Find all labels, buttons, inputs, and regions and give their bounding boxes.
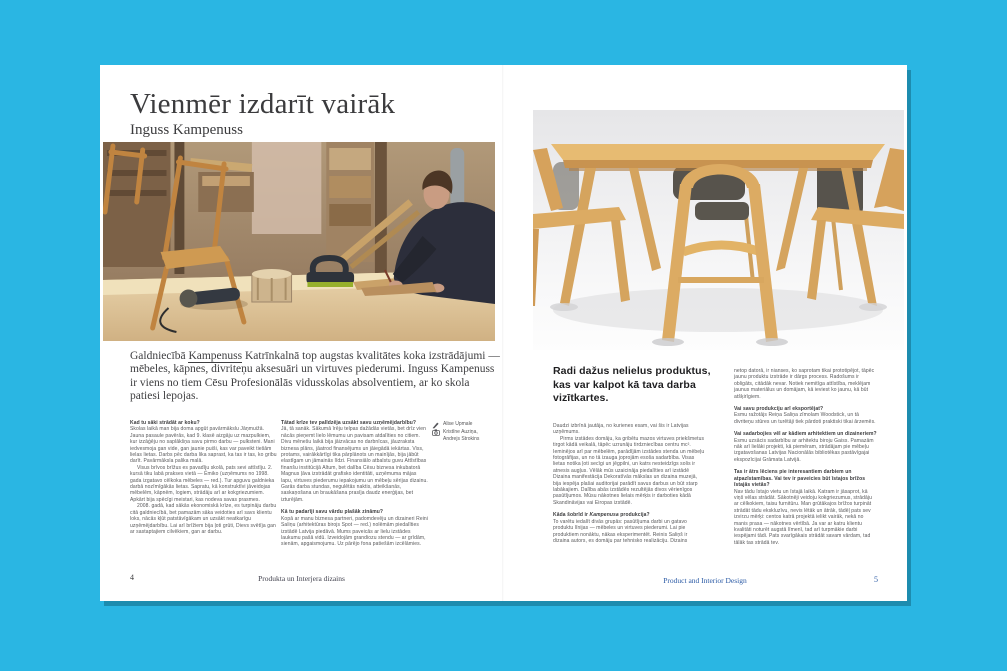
furniture-photo-illustration bbox=[533, 110, 904, 350]
left-body-column-2 bbox=[281, 420, 429, 548]
article-intro bbox=[130, 350, 502, 404]
question-4-post: produkcija? bbox=[618, 512, 650, 519]
furniture-photo bbox=[533, 110, 904, 350]
left-body-column-1 bbox=[130, 420, 278, 535]
answer-4-continued: netop datorā, ir nianses, ko saprotam tikai prototipējot, tāpēc jaunu produktu izstrāde ir dārgs process. Radošums ir obligāts, citādāk nevar. Notiek nemitīga attīstība, meklējam jaunus materiālus un domājam, kā ieviest ko jaunu, kā būt atšķirīgiem. bbox=[734, 368, 875, 400]
intro-text-pre: Galdniecībā bbox=[130, 350, 189, 362]
right-running-footer: Product and Interior Design bbox=[663, 576, 747, 585]
right-page-number: 5 bbox=[874, 575, 878, 584]
question-1: Kad tu sāki strādāt ar koku? bbox=[130, 420, 200, 426]
answer-2: Jā, tā sanāk. Sākumā īrēju telpas dažādās vietās, bet drīz vien nācās pieņemt lielo lēmumu un pavisam atdalīties no citiem. Divu mēnešu laikā bija jāizvācas no darbnīcas, jāuzraksta biznesa plāns, jāatrod finansējums un jāiegādā iekārtas. Viss, protams, vairākkārtīgi tika pārplānots un mainījās, bija jābūt elastīgam un jāmainās līdzi. Finansiālo atbalstu guvu Attīstības finanšu institūcijā Altum, bet dalība Cēsu biznesa inkubatorā Magnus ļāva izstrādāt grafisko identitāti, uzņēmuma mājas lapu, virtuves piederumu iepakojumu un mēbeļu sērijas dizainu. Garās darba stundas, negulētās naktis, atteikšanās, saskaņošana un braukāšana prasīja daudz enerģijas, bet izturējām. bbox=[281, 426, 428, 503]
left-page-number: 4 bbox=[130, 573, 134, 582]
question-2: Tātad krīze tev palīdzēja uzsākt savu uzņēmējdarbību? bbox=[281, 420, 417, 426]
answer-1-p3: 2008. gadā, kad sākās ekonomiskā krīze, es turpināju darbu citā galdniecībā, bet pamazām sāka veidoties arī savs klientu loks, nācās kļūt patstāvīgākam un uzsākt neatkarīgu uzņēmējdarbību. Lai arī brīžiem bija ļoti grūti, Dievs svētīja gan ar sastaptajiem cilvēkiem, gan ar darbu. bbox=[130, 503, 277, 535]
workshop-photo bbox=[103, 142, 495, 341]
question-4-brand: Kampenusa bbox=[589, 512, 619, 519]
answer-6: Esmu uzsācis sadarbību ar arhitektu biroju Gaiss. Pamazām nāk arī lielāki projekti, kā piemēram, strādājam pie mēbeļu izgatavošanas Latvijas Nacionālās bibliotēkas pastāvīgajai ekspozīcijai Grāmata Latvijā. bbox=[734, 437, 874, 463]
question-4-pre: Kāda šobrīd ir bbox=[553, 512, 590, 519]
article-title: Vienmēr izdarīt vairāk bbox=[130, 88, 396, 120]
camera-icon bbox=[432, 429, 440, 436]
question-5: Vai savu produkciju arī eksportējat? bbox=[734, 406, 824, 413]
answer-4-start: To varētu iedalīt divās grupās: pasūtījuma darbi un gatavo produktu līnijas — mēbeles un virtuves piederumi. Lai pie produktiem nonāktu, nākas eksperimentēt. Reinis Saliņš ir dizaina autors, es domāju par tehnisko realizāciju. Dizains bbox=[553, 518, 688, 544]
magazine-spread bbox=[100, 65, 907, 601]
question-3: Kā tu padarīji savu vārdu plašāk zināmu? bbox=[281, 509, 384, 516]
page-seam bbox=[502, 65, 504, 601]
photo-credits bbox=[432, 421, 498, 443]
right-col1-p2: Pirms izstādes domāju, ka gribētu mazos virtuves priekšmetus tirgot kādā veikalā, tāpēc uzrunāju tirdzniecības centru mc². Ieminējos arī par mēbelēm, parādījām izstādes stenda un mēbeļu fotogrāfijas, un no tā izauga joprojām esoša sadarbība. Visas lietas notika ļoti secīgi un jēgpilni, un katrs nesteidzīgs solis ir atnesis augļus. Vēlāk mūs uzaicināja piedalīties arī izstādē Dizaina manifestācija Dekoratīvās mākslas un dizaina muzejā, bija iespēja plašai auditorijai parādīt savus darbus un būt starp labākajiem. Dalība abās izstādēs rezultējās divos vērienīgos pasūtījumos. Mūsu nākotnes lielais mērķis ir darboties kādā Skandināvijas vai Eiropas izstādē. bbox=[553, 435, 705, 506]
kampenuss-link[interactable]: Kampenuss bbox=[188, 350, 243, 362]
writer-credit: Alise Upmale bbox=[443, 421, 473, 427]
right-body-column-2 bbox=[734, 368, 878, 546]
intro-text-post: Katrīnkalnā top augstas kvalitātes koka izstrādājumi — mēbeles, kāpnes, divriteņu aksesuāri un virtuves piederumi. Inguss Kampenuss ir viens no tiem Cēsu Profesionālās vidusskolas absolventiem, ar ko skola patiesi lepojas. bbox=[130, 350, 500, 403]
answer-7: Nav tādu īstajo vietu un īstajā laikā. Katram ir jāsaprot, kā viņš vēlas strādāt. Sākotnēji veidoju kokgriezumus, strādāju ar cēlkokiem, taisu furnitūru. Man grūtākajos brīžos turpināt strādāt tādu ekskluzīvu, nevis lētāk un ātrāk, tādēļ pats sev izvirzu mērķi: centos katrā projektā ielikt vairāk, nekā no manis prasa — nākotnes vērtībā. Ja var ar katru klientu kvalitāti noturēt augstā līmenī, tad arī turpmākie darbi iespējami tādi. Pats svarīgākais strādāt savam vārdam, tad tālāk tas strādā tev. bbox=[734, 488, 873, 546]
question-7: Tas ir ātrs lēciens pie interesantiem darbiem un atpazīstamības. Vai tev ir paveicies būt īstajos brīžos īstajās vietās? bbox=[734, 469, 866, 489]
answer-5: Esmu ražotājs Reiņa Saliņa zīmolam Woodstick, un tā divriteņu stūres un turētāji tiek pārdoti praktiski tikai ārzemēs. bbox=[734, 412, 876, 425]
answer-1-p1: Skolas laikā man bija doma apgūt pavārmākslu Jāņmuižā. Jauna pasaule pavērās, kad 9. klasē aizgāju uz mazpulkiem, kur izzāģēju no saplākšņa savu pirmo darbu — pulksteni. Mani iedvesmoja gan vide, gan jaunie puiši, kas var paveikt tiešām lielas lietas. Darbs pēc darba lika saprast, ka tas ir tas, ko gribu darīt. Pavārmāksla palika malā. bbox=[130, 426, 277, 465]
workshop-photo-illustration bbox=[103, 142, 495, 341]
right-body-column-1 bbox=[553, 423, 705, 544]
answer-3: Kopā ar manu biznesa partneri, padomdevēju un dizaineri Reini Saliņu (arhitektūras birojs Spot — red.) nolēmām piedalīties izstādē Latvija piedāvā. Mums paveicās ar lielu izstādes laukumu pašā vidū. Izveidojām grandiozu stendu — ar grīdām, sienām, apgaismojumu. Uz pārējo fona patiešām izcēlāmies. bbox=[281, 515, 429, 548]
question-6: Vai sadarbojies vēl ar kādiem arhitektiem un dizaineriem? bbox=[734, 431, 877, 438]
photographer-credit-2: Andrejs Strokins bbox=[443, 436, 480, 442]
pen-icon bbox=[432, 421, 440, 429]
pull-quote: Radi dažus nelielus produktus, kas var kalpot kā tava darba vizītkartes. bbox=[553, 365, 711, 404]
photographer-credit-1: Kristīne Auziņa, bbox=[443, 429, 478, 435]
left-running-footer: Produkta un Interjera dizains bbox=[258, 574, 345, 583]
article-author: Inguss Kampenuss bbox=[130, 122, 243, 138]
right-col1-p1: Daudzi izbrīnā jautāja, no kurienes esam, vai šis ir Latvijas uzņēmums. bbox=[553, 423, 689, 436]
answer-1-p2: Visus brīvos brīžus es pavadīju skolā, pats sevi attīstīju. 2. kursā tiku labā prakses vietā — Ēmiko (uzņēmums no 1998. gada izgatavo cēlkoka mēbeles — red.). Tur apguvu galdnieka darbā nozīmīgākās lietas. Sapratu, kā konstruktīvi jāveidojas mēbelēm, kāpnēm, logiem, strādāju arī ar kokgriezumiem. Apkārt bija spēcīgi meistari, kas nodeva savas prasmes. bbox=[130, 464, 275, 503]
